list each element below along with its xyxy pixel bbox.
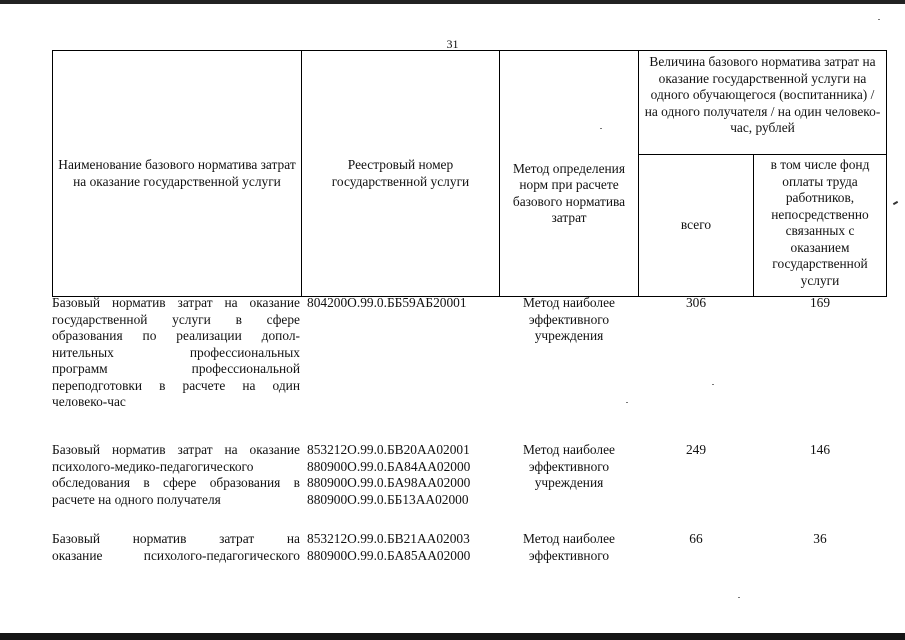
row1-name-line: программ профессиональной	[52, 361, 300, 376]
row1-incl: 169	[809, 295, 831, 310]
registry-code: 880900О.99.0.БА98АА02000	[307, 475, 471, 490]
row2-name-line: психолого-медико-педагогического	[52, 458, 254, 474]
row1-total: 306	[685, 295, 707, 310]
registry-code: 853212О.99.0.БВ21АА02003	[307, 531, 470, 546]
header-registry-text: Реестровый номер государственной услуги	[331, 157, 470, 189]
scan-edge-top	[0, 0, 905, 4]
row3-name	[52, 531, 300, 564]
row2-name-line: обследования в сфере образования в	[52, 475, 300, 490]
row1-name	[52, 295, 300, 411]
header-total-text: всего	[680, 217, 712, 233]
scan-speck	[626, 402, 628, 403]
row3-incl: 36	[813, 531, 827, 546]
header-name	[52, 50, 302, 297]
scan-speck	[600, 128, 602, 129]
row1-name-line: образования по реализации допол-	[52, 328, 300, 343]
row3-method: Метод наиболее эффективного	[523, 531, 615, 563]
row2-name-line: расчете на одного получателя	[52, 491, 221, 507]
row1-method: Метод наиболее эффективного учреждения	[523, 295, 615, 343]
page-number: 31	[446, 37, 459, 51]
header-value-group-text: Величина базового норматива затрат на оказание государственной услуги на одного обучающегося (воспитанника) / на одного получателя / на один человеко-час, рублей	[644, 54, 881, 135]
row2-name-line: Базовый норматив затрат на оказание	[52, 442, 300, 457]
scan-speck	[893, 201, 898, 205]
header-registry	[301, 50, 500, 297]
row3-codes	[307, 531, 502, 564]
row2-incl: 146	[809, 442, 831, 457]
row3-name-line: оказание психолого-педагогического	[52, 547, 300, 563]
row2-total: 249	[685, 442, 707, 457]
header-total	[638, 154, 754, 297]
registry-code: 804200О.99.0.ББ59АБ20001	[307, 295, 467, 310]
registry-code: 880900О.99.0.БА84АА02000	[307, 458, 471, 474]
row1-name-line: переподготовки в расчете на один	[52, 377, 300, 393]
scan-edge-bottom	[0, 633, 905, 640]
row2-name	[52, 442, 300, 508]
header-name-text: Наименование базового норматива затрат на оказание государственной услуги	[58, 157, 296, 189]
row1-name-line: нительных профессиональных	[52, 344, 300, 360]
row3-name-line: Базовый норматив затрат на	[52, 531, 300, 546]
row2-codes	[307, 442, 502, 508]
header-method	[499, 50, 639, 297]
scan-speck	[878, 19, 880, 20]
header-incl	[753, 154, 887, 297]
row1-codes	[307, 295, 502, 312]
scan-speck	[712, 384, 714, 385]
header-incl-text: в том числе фонд оплаты труда работников, непосредственно связанных с оказанием государственной услуги	[770, 157, 870, 288]
row3-total: 66	[689, 531, 703, 546]
header-method-text: Метод определения норм при расчете базового норматива затрат	[512, 160, 626, 225]
row1-name-line: человеко-час	[52, 394, 126, 409]
row1-name-line: государственной услуги в сфере	[52, 311, 300, 327]
scan-speck	[738, 597, 740, 598]
header-value-group	[638, 50, 887, 155]
row1-name-line: Базовый норматив затрат на оказание	[52, 295, 300, 310]
registry-code: 880900О.99.0.ББ13АА02000	[307, 491, 469, 507]
registry-code: 853212О.99.0.БВ20АА02001	[307, 442, 470, 457]
registry-code: 880900О.99.0.БА85АА02000	[307, 547, 471, 563]
row2-method: Метод наиболее эффективного учреждения	[523, 442, 615, 490]
